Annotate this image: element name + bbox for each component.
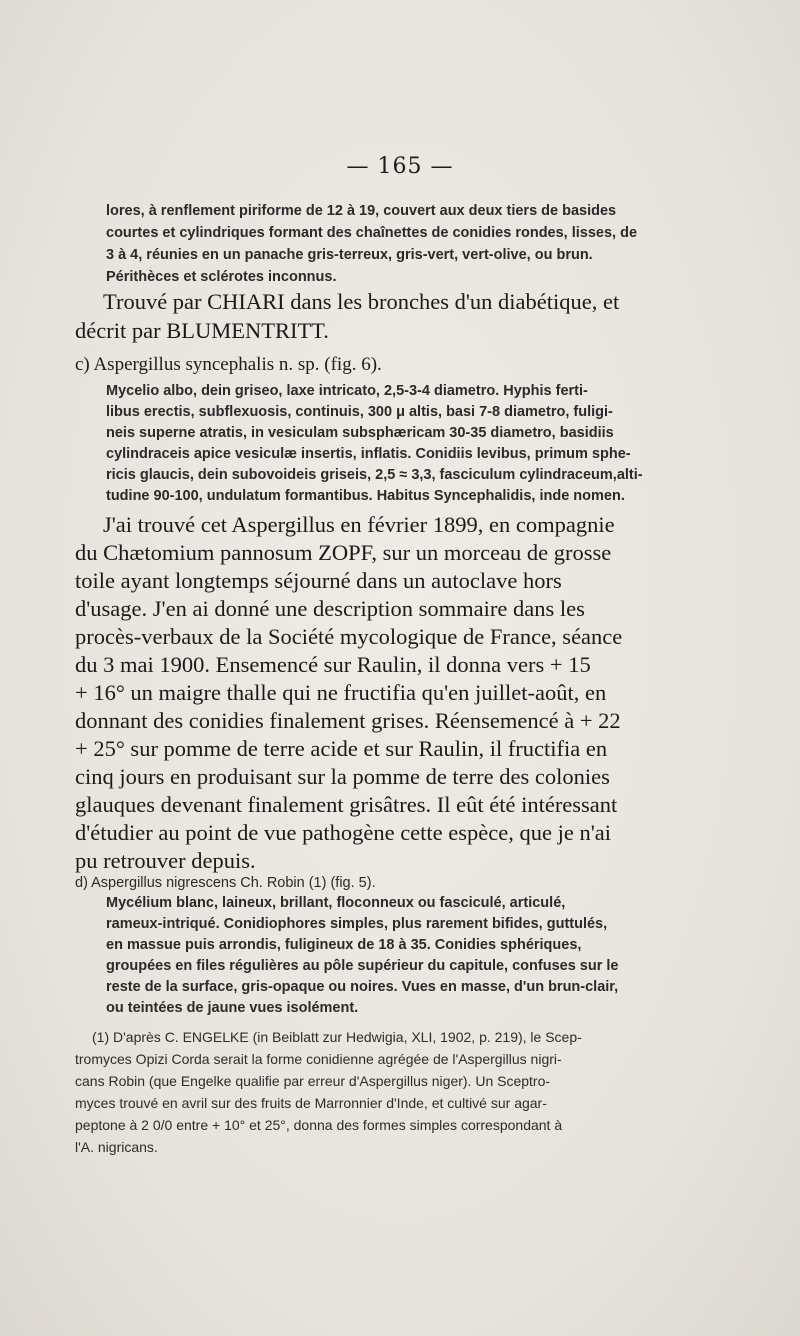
text-line: du 3 mai 1900. Ensemencé sur Raulin, il donna vers + 15 — [75, 652, 591, 677]
footnote-line: cans Robin (que Engelke qualifie par erreur d'Aspergillus niger). Un Sceptro- — [75, 1073, 551, 1089]
description-line: Mycélium blanc, laineux, brillant, floconneux ou fasciculé, articulé, — [106, 895, 566, 911]
text-line: lores, à renflement piriforme de 12 à 19, couvert aux deux tiers de basides — [106, 203, 617, 219]
species-heading: c) Aspergillus syncephalis n. sp. (fig. 6). — [75, 354, 382, 375]
text-line: toile ayant longtemps séjourné dans un autoclave hors — [75, 568, 562, 593]
text-line: courtes et cylindriques formant des chaînettes de conidies rondes, lisses, de — [106, 225, 638, 241]
text-line: 3 à 4, réunies en un panache gris-terreux, gris-vert, vert-olive, ou brun. — [106, 247, 593, 263]
text-line: cinq jours en produisant sur la pomme de terre des colonies — [75, 764, 610, 789]
footnote-line: l'A. nigricans. — [75, 1139, 158, 1155]
page-number: — 165 — — [346, 154, 454, 179]
text-line: du Chætomium pannosum ZOPF, sur un morceau de grosse — [75, 540, 612, 565]
description-line: ou teintées de jaune vues isolément. — [106, 1000, 359, 1016]
latin-description-line: neis superne atratis, in vesiculam subsphæricam 30-35 diametro, basidiis — [106, 425, 614, 441]
text-line: Trouvé par CHIARI dans les bronches d'un diabétique, et — [103, 289, 620, 314]
footnote-line: (1) D'après C. ENGELKE (in Beiblatt zur Hedwigia, XLI, 1902, p. 219), le Scep- — [92, 1029, 582, 1045]
description-line: en massue puis arrondis, fuligineux de 18 à 35. Conidies sphériques, — [106, 937, 582, 953]
text-line: + 16° un maigre thalle qui ne fructifia qu'en juillet-août, en — [75, 680, 607, 705]
latin-description-line: libus erectis, subflexuosis, continuis, 300 μ altis, basi 7-8 diametro, fuligi- — [106, 404, 613, 420]
latin-description-line: ricis glaucis, dein subovoideis griseis, 2,5 ≈ 3,3, fasciculum cylindraceum,alti- — [106, 467, 643, 483]
footnote-line: myces trouvé en avril sur des fruits de Marronnier d'Inde, et cultivé sur agar- — [75, 1095, 547, 1111]
text-line: Périthèces et sclérotes inconnus. — [106, 269, 337, 285]
description-line: groupées en files régulières au pôle supérieur du capitule, confuses sur le — [106, 958, 619, 974]
text-line: d'usage. J'en ai donné une description sommaire dans les — [75, 596, 585, 621]
latin-description-line: tudine 90-100, undulatum formantibus. Habitus Syncephalidis, inde nomen. — [106, 488, 625, 504]
text-line: J'ai trouvé cet Aspergillus en février 1899, en compagnie — [103, 512, 615, 537]
text-line: glauques devenant finalement grisâtres. Il eût été intéressant — [75, 792, 618, 817]
text-line: donnant des conidies finalement grises. Réensemencé à + 22 — [75, 708, 621, 733]
description-line: rameux-intriqué. Conidiophores simples, plus rarement bifides, guttulés, — [106, 916, 608, 932]
text-line: procès-verbaux de la Société mycologique de France, séance — [75, 624, 623, 649]
text-line: pu retrouver depuis. — [75, 848, 256, 873]
latin-description-line: Mycelio albo, dein griseo, laxe intricato, 2,5-3-4 diametro. Hyphis ferti- — [106, 383, 588, 399]
text-line: d'étudier au point de vue pathogène cette espèce, que je n'ai — [75, 820, 612, 845]
text-line: + 25° sur pomme de terre acide et sur Raulin, il fructifia en — [75, 736, 608, 761]
footnote-line: tromyces Opizi Corda serait la forme conidienne agrégée de l'Aspergillus nigri- — [75, 1051, 562, 1067]
species-heading: d) Aspergillus nigrescens Ch. Robin (1) (fig. 5). — [75, 875, 376, 891]
description-line: reste de la surface, gris-opaque ou noires. Vues en masse, d'un brun-clair, — [106, 979, 619, 995]
latin-description-line: cylindraceis apice vesiculæ insertis, inflatis. Conidiis levibus, primum sphe- — [106, 446, 631, 462]
footnote-line: peptone à 2 0/0 entre + 10° et 25°, donna des formes simples correspondant à — [75, 1117, 563, 1133]
text-line: décrit par BLUMENTRITT. — [75, 318, 329, 343]
